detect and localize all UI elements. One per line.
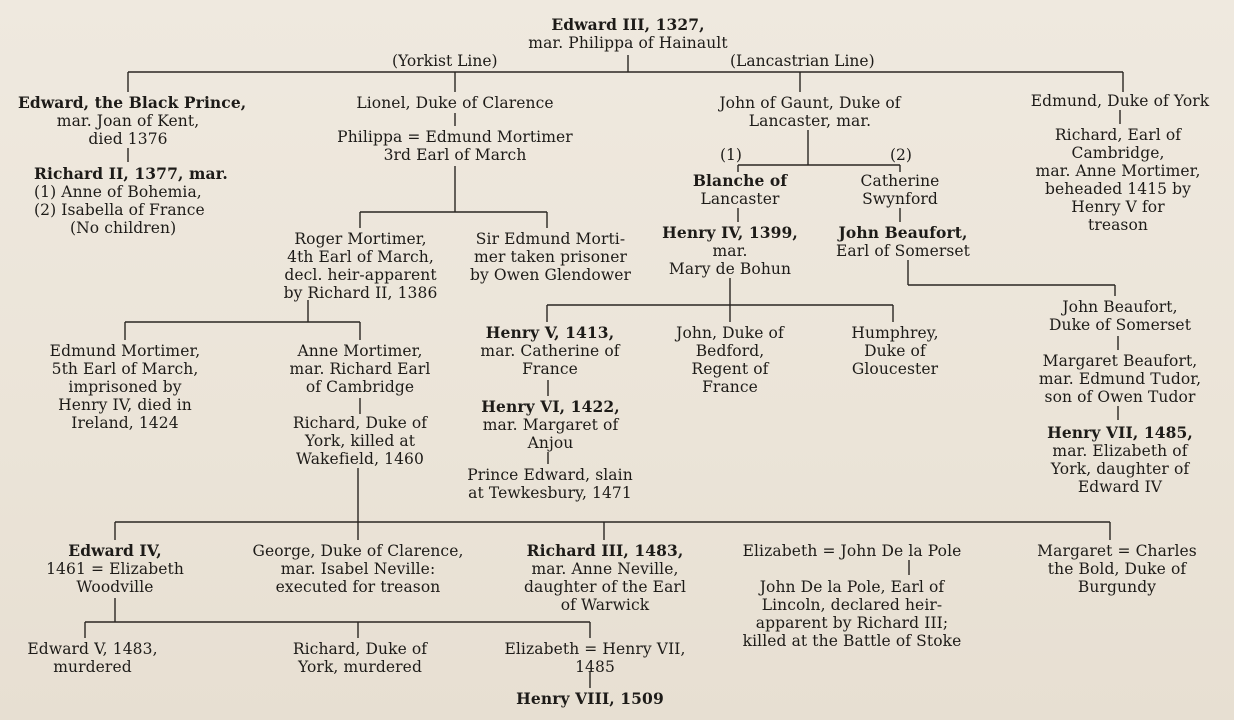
node-margaret-burgundy bbox=[1022, 542, 1212, 596]
label-first-marriage: (1) bbox=[720, 146, 742, 164]
john-bedford-line: Regent of bbox=[691, 360, 769, 378]
margaret-burgundy-line: the Bold, Duke of bbox=[1047, 560, 1187, 578]
node-john-lincoln bbox=[732, 578, 972, 650]
node-henry-viii bbox=[505, 690, 675, 708]
richard-cambridge-line: Richard, Earl of bbox=[1054, 126, 1182, 144]
node-richard-iii bbox=[505, 542, 705, 614]
henry-iv-line: Henry IV, 1399, bbox=[662, 223, 798, 242]
node-catherine bbox=[830, 172, 970, 208]
blanche-line: Lancaster bbox=[700, 190, 780, 208]
margaret-beaufort-line: son of Owen Tudor bbox=[1044, 388, 1196, 406]
node-edmund-5th bbox=[30, 342, 220, 432]
richard-york-line: York, killed at bbox=[304, 432, 416, 450]
catherine-line: Catherine bbox=[860, 172, 940, 190]
node-edward-iv bbox=[20, 542, 210, 596]
node-edward-v bbox=[10, 640, 175, 676]
node-john-beaufort-duke bbox=[1020, 298, 1220, 334]
john-lincoln-line: killed at the Battle of Stoke bbox=[742, 632, 962, 650]
elizabeth-henry-line: 1485 bbox=[575, 658, 615, 676]
john-beaufort-1-line: Earl of Somerset bbox=[835, 242, 971, 260]
george-line: executed for treason bbox=[275, 578, 441, 596]
roger-line: decl. heir-apparent bbox=[284, 266, 437, 284]
node-anne-mortimer bbox=[270, 342, 450, 396]
richard-cambridge-line: Henry V for bbox=[1071, 198, 1165, 216]
node-richard-cambridge bbox=[1018, 126, 1218, 234]
richard-cambridge-line: mar. Anne Mortimer, bbox=[1035, 162, 1201, 180]
edmund-5th-line: Edmund Mortimer, bbox=[49, 342, 201, 360]
label-yorkist-line: (Yorkist Line) bbox=[392, 52, 498, 70]
humphrey-line: Gloucester bbox=[851, 360, 939, 378]
richard-ii-line: (1) Anne of Bohemia, bbox=[34, 183, 202, 201]
richard-cambridge-line: Cambridge, bbox=[1071, 144, 1165, 162]
label-second-marriage: (2) bbox=[890, 146, 912, 164]
black-prince-line: Edward, the Black Prince, bbox=[18, 93, 247, 112]
henry-v-line: France bbox=[522, 360, 578, 378]
john-beaufort-1-line: John Beaufort, bbox=[838, 223, 968, 242]
root-line2: mar. Philippa of Hainault bbox=[528, 34, 728, 52]
richard-york-2-line: Richard, Duke of bbox=[292, 640, 428, 658]
node-george-clarence bbox=[238, 542, 478, 596]
richard-iii-line: daughter of the Earl bbox=[523, 578, 687, 596]
henry-iv-line: mar. bbox=[712, 242, 748, 260]
henry-vii-line: Edward IV bbox=[1077, 478, 1163, 496]
roger-line: 4th Earl of March, bbox=[287, 248, 434, 266]
edward-iv-line: Edward IV, bbox=[68, 541, 162, 560]
margaret-beaufort-line: mar. Edmund Tudor, bbox=[1038, 370, 1202, 388]
node-richard-york bbox=[270, 414, 450, 468]
root-edward-iii bbox=[528, 16, 728, 52]
node-margaret-beaufort bbox=[1020, 352, 1220, 406]
richard-york-line: Wakefield, 1460 bbox=[296, 450, 424, 468]
edward-v-line: Edward V, 1483, bbox=[27, 640, 158, 658]
edmund-5th-line: Ireland, 1424 bbox=[71, 414, 179, 432]
richard-cambridge-line: treason bbox=[1087, 216, 1149, 234]
richard-ii-line: (2) Isabella of France bbox=[34, 201, 205, 219]
edward-iv-line: Woodville bbox=[76, 578, 154, 596]
john-beaufort-2-line: John Beaufort, bbox=[1062, 298, 1178, 316]
richard-iii-line: of Warwick bbox=[560, 596, 650, 614]
node-john-bedford bbox=[660, 324, 800, 396]
node-elizabeth-henry-vii bbox=[495, 640, 695, 676]
henry-vii-line: mar. Elizabeth of bbox=[1052, 442, 1188, 460]
node-henry-v bbox=[470, 324, 630, 378]
edmund-york-line: Edmund, Duke of York bbox=[1030, 92, 1210, 110]
henry-vi-line: Henry VI, 1422, bbox=[481, 397, 620, 416]
node-philippa bbox=[320, 128, 590, 164]
node-lionel bbox=[335, 94, 575, 112]
elizabeth-pole-line: Elizabeth = John De la Pole bbox=[742, 542, 962, 560]
henry-vii-line: York, daughter of bbox=[1050, 460, 1190, 478]
node-black-prince bbox=[18, 93, 247, 148]
richard-cambridge-line: beheaded 1415 by bbox=[1044, 180, 1192, 198]
philippa-line: 3rd Earl of March bbox=[383, 146, 527, 164]
node-richard-ii bbox=[34, 165, 254, 237]
john-lincoln-line: apparent by Richard III; bbox=[755, 614, 949, 632]
anne-mortimer-line: Anne Mortimer, bbox=[297, 342, 423, 360]
john-gaunt-line: John of Gaunt, Duke of bbox=[719, 94, 901, 112]
john-gaunt-line: Lancaster, mar. bbox=[748, 112, 872, 130]
john-bedford-line: Bedford, bbox=[695, 342, 765, 360]
label-lancastrian-line: (Lancastrian Line) bbox=[730, 52, 875, 70]
john-beaufort-2-line: Duke of Somerset bbox=[1048, 316, 1192, 334]
henry-v-line: mar. Catherine of bbox=[480, 342, 620, 360]
richard-iii-line: mar. Anne Neville, bbox=[531, 560, 679, 578]
margaret-beaufort-line: Margaret Beaufort, bbox=[1042, 352, 1198, 370]
anne-mortimer-line: mar. Richard Earl bbox=[289, 360, 431, 378]
black-prince-line: died 1376 bbox=[88, 130, 168, 148]
henry-viii-line: Henry VIII, 1509 bbox=[516, 689, 664, 708]
sir-edmund-line: by Owen Glendower bbox=[470, 266, 631, 284]
margaret-burgundy-line: Burgundy bbox=[1077, 578, 1157, 596]
edward-v-line: murdered bbox=[53, 658, 132, 676]
richard-ii-line: Richard II, 1377, mar. bbox=[34, 164, 228, 183]
henry-vi-line: Anjou bbox=[527, 434, 574, 452]
node-henry-iv bbox=[645, 224, 815, 278]
philippa-line: Philippa = Edmund Mortimer bbox=[337, 128, 573, 146]
sir-edmund-line: mer taken prisoner bbox=[473, 248, 628, 266]
blanche-line: Blanche of bbox=[692, 171, 788, 190]
richard-iii-line: Richard III, 1483, bbox=[526, 541, 684, 560]
lionel-line: Lionel, Duke of Clarence bbox=[356, 94, 554, 112]
john-bedford-line: France bbox=[702, 378, 758, 396]
node-sir-edmund bbox=[458, 230, 643, 284]
edmund-5th-line: imprisoned by bbox=[68, 378, 182, 396]
node-roger-mortimer bbox=[268, 230, 453, 302]
humphrey-line: Humphrey, bbox=[851, 324, 939, 342]
roger-line: by Richard II, 1386 bbox=[283, 284, 438, 302]
node-humphrey bbox=[830, 324, 960, 378]
node-henry-vii bbox=[1020, 424, 1220, 496]
henry-v-line: Henry V, 1413, bbox=[485, 323, 615, 342]
richard-ii-line: (No children) bbox=[70, 219, 177, 237]
edward-iv-line: 1461 = Elizabeth bbox=[46, 560, 184, 578]
node-john-of-gaunt bbox=[690, 94, 930, 130]
node-prince-edward bbox=[450, 466, 650, 502]
margaret-burgundy-line: Margaret = Charles bbox=[1037, 542, 1197, 560]
john-bedford-line: John, Duke of bbox=[676, 324, 784, 342]
root-line1: Edward III, 1327, bbox=[551, 15, 705, 34]
catherine-line: Swynford bbox=[862, 190, 938, 208]
richard-york-2-line: York, murdered bbox=[298, 658, 422, 676]
black-prince-line: mar. Joan of Kent, bbox=[56, 112, 200, 130]
richard-york-line: Richard, Duke of bbox=[292, 414, 428, 432]
node-elizabeth-pole bbox=[732, 542, 972, 560]
sir-edmund-line: Sir Edmund Morti- bbox=[475, 230, 626, 248]
henry-vii-line: Henry VII, 1485, bbox=[1047, 423, 1193, 442]
elizabeth-henry-line: Elizabeth = Henry VII, bbox=[504, 640, 686, 658]
edmund-5th-line: Henry IV, died in bbox=[58, 396, 192, 414]
prince-edward-line: at Tewkesbury, 1471 bbox=[468, 484, 632, 502]
node-john-beaufort-earl bbox=[818, 224, 988, 260]
prince-edward-line: Prince Edward, slain bbox=[467, 466, 633, 484]
node-blanche bbox=[660, 172, 820, 208]
roger-line: Roger Mortimer, bbox=[294, 230, 427, 248]
henry-iv-line: Mary de Bohun bbox=[668, 260, 792, 278]
john-lincoln-line: John De la Pole, Earl of bbox=[759, 578, 945, 596]
node-henry-vi bbox=[468, 398, 633, 452]
node-edmund-york bbox=[1010, 92, 1230, 110]
node-richard-york-murdered bbox=[280, 640, 440, 676]
george-line: mar. Isabel Neville: bbox=[280, 560, 436, 578]
george-line: George, Duke of Clarence, bbox=[252, 542, 464, 560]
john-lincoln-line: Lincoln, declared heir- bbox=[761, 596, 943, 614]
anne-mortimer-line: of Cambridge bbox=[305, 378, 415, 396]
humphrey-line: Duke of bbox=[864, 342, 926, 360]
henry-vi-line: mar. Margaret of bbox=[482, 416, 619, 434]
edmund-5th-line: 5th Earl of March, bbox=[51, 360, 199, 378]
